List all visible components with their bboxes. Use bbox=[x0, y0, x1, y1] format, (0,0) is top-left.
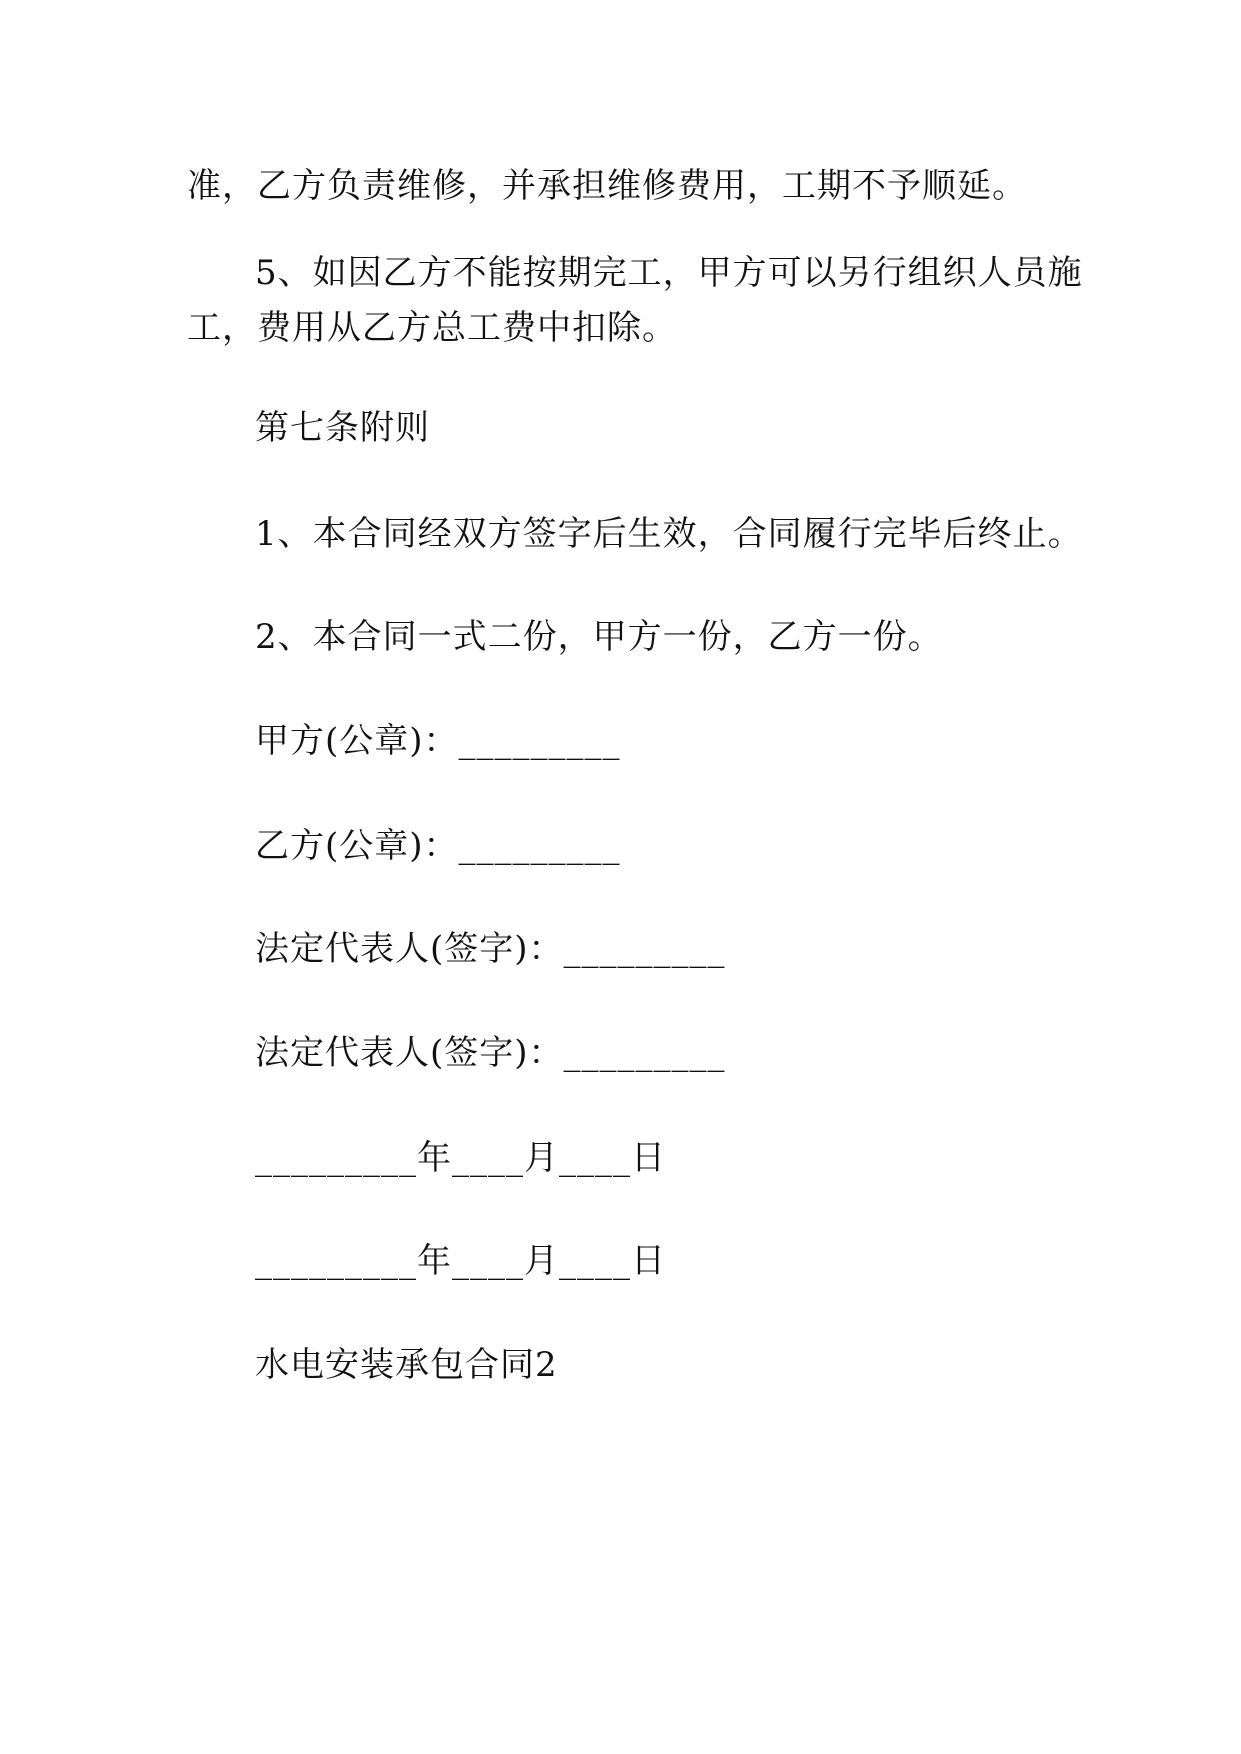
article-7-item-2: 2、本合同一式二份，甲方一份，乙方一份。 bbox=[255, 617, 943, 657]
section-heading-article-7: 第七条附则 bbox=[255, 408, 430, 448]
legal-rep-signature-field-b: 法定代表人(签字)：_________ bbox=[255, 1033, 726, 1073]
clause-5-line-2: 工，费用从乙方总工费中扣除。 bbox=[187, 308, 677, 348]
next-contract-title: 水电安装承包合同2 bbox=[255, 1345, 558, 1385]
date-field-a: _________年____月____日 bbox=[255, 1138, 666, 1178]
party-a-seal-field: 甲方(公章)：_________ bbox=[255, 721, 621, 761]
clause-5-line-1: 5、如因乙方不能按期完工，甲方可以另行组织人员施 bbox=[255, 253, 1083, 293]
paragraph-line-continuation: 准，乙方负责维修，并承担维修费用，工期不予顺延。 bbox=[187, 166, 1027, 206]
legal-rep-signature-field-a: 法定代表人(签字)：_________ bbox=[255, 929, 726, 969]
article-7-item-1: 1、本合同经双方签字后生效，合同履行完毕后终止。 bbox=[255, 514, 1083, 554]
date-field-b: _________年____月____日 bbox=[255, 1241, 666, 1281]
party-b-seal-field: 乙方(公章)：_________ bbox=[255, 826, 621, 866]
